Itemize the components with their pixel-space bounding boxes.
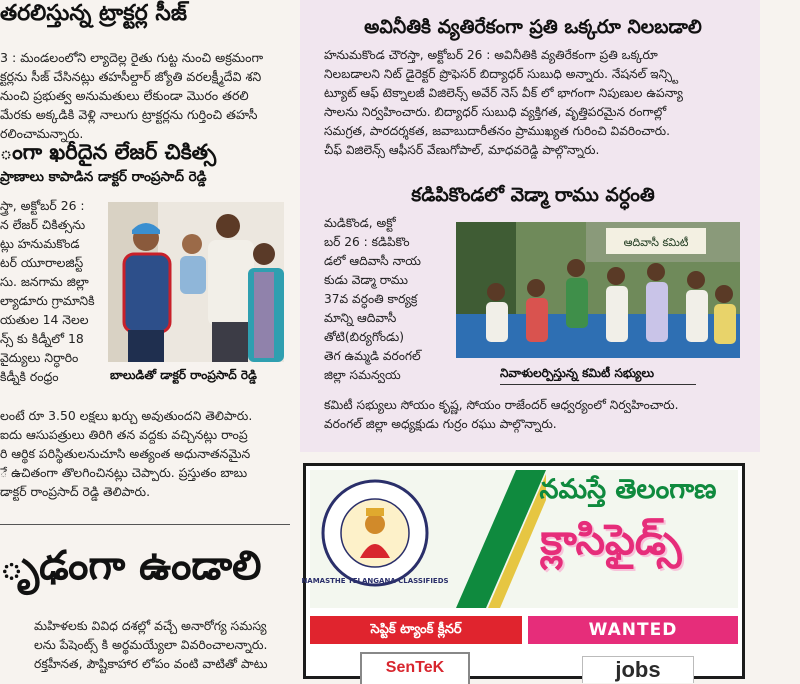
headline-laser-treatment: ంగా ఖరీదైన లేజర్ చికిత్స	[0, 140, 217, 164]
story-tractor	[0, 48, 292, 143]
text-line: సమగ్రత, పారదర్శకత, జవాబుదారీతనం ప్రాముఖ్యత గురించి వివరించారు.	[324, 124, 671, 138]
text-line: ల్యాడూరు గ్రామానికి	[0, 293, 95, 308]
doctor-photo	[108, 202, 284, 362]
ad-category-septic: సెప్టిక్ ట్యాంక్ క్లీనర్	[310, 616, 522, 644]
ad-seal	[301, 478, 449, 588]
text-line: హనుమకొండ చౌరస్తా, అక్టోబర్ 26 : అవినీతికి వ్యతిరేకంగా ప్రతి ఒక్కరూ	[324, 48, 658, 62]
text-line: న లేజర్ చికిత్సను	[0, 217, 86, 232]
text-line: సాలను నిర్వహించారు. బిద్యాధర్ సుబుధి వ్యక్తిగత, వృత్తిపరమైన రంగాల్లో	[324, 105, 667, 119]
text-line: బర్ 26 : కడిపికొం	[324, 235, 410, 249]
text-line: రి ఆర్థిక పరిస్థితులనుచూసి అత్యంత అధునాతనమైన	[0, 446, 251, 461]
text-line: యతుల 14 నెలల	[0, 312, 89, 327]
seal-emblem-icon	[301, 478, 449, 588]
story-laser	[0, 196, 102, 386]
classifieds-ad	[301, 463, 745, 682]
ad-title: క్లాసిఫైడ్స్	[540, 515, 682, 564]
story-women-health	[34, 616, 292, 673]
text-line: ట్యూట్ ఆఫ్ టెక్నాలజీ విజిలెన్స్ అవేర్ నెస్ వీక్ లో భాగంగా నిపుణుల ఉపన్యా	[324, 86, 683, 100]
jobs-logo	[582, 656, 694, 683]
doctor-photo-caption: బాలుడితో డాక్టర్ రాంప్రసాద్ రెడ్డి	[110, 368, 257, 382]
text-line: సు. జనగామ జిల్లా	[0, 274, 89, 289]
text-line: ఐదు ఆసుపత్రులు తిరిగి తన వద్దకు వచ్చినట్లు రాంప్ర	[0, 427, 248, 442]
text-line: క్టర్లను సీజ్ చేసినట్లు తహసీల్దార్ జ్యోతి వరలక్ష్మీదేవి శని	[0, 69, 262, 84]
divider	[0, 524, 290, 525]
text-line: వరంగల్ జిల్లా అధ్యక్షుడు గుర్రం రఘు పాల్గొన్నారు.	[324, 417, 557, 431]
text-line: రక్తహీనత, పౌష్టికాహార లోపం వంటి వాటితో పాటు	[34, 656, 268, 671]
group-photo-image	[456, 222, 740, 358]
story-laser-continued	[0, 406, 290, 501]
text-line: మేరకు అక్కడికి వెళ్లి నాలుగు ట్రాక్టర్లను గుర్తించి తహసీ	[0, 107, 258, 122]
headline-women-health: ృఢంగా ఉండాలి	[0, 543, 262, 589]
text-line: మడికొండ, అక్టో	[324, 216, 396, 230]
doctor-photo-image	[108, 202, 284, 362]
text-line: టర్ యూరాలజిస్ట్	[0, 255, 84, 270]
text-line: కుడు వెడ్మా రాము	[324, 273, 408, 287]
text-line: తెగ ఉమ్మడి వరంగల్	[324, 349, 421, 363]
text-line: కిడ్నీకి రంధ్రం	[0, 369, 59, 384]
jobs-logo-text: jobs	[615, 657, 661, 682]
text-line: లంటే రూ 3.50 లక్షలు ఖర్చు అవుతుందని తెలిపారు.	[0, 408, 253, 423]
group-photo-caption: నివాళులర్పిస్తున్న కమిటీ సభ్యులు	[500, 366, 655, 380]
headline-vedma-ramu: కడిపికొండలో వెడ్మా రాము వర్ధంతి	[411, 184, 655, 206]
story-vedma-ramu-continued	[324, 396, 750, 434]
group-photo	[456, 222, 740, 358]
text-line: లను పేషెంట్స్ కి అర్థమయ్యేలా వివరించాలన్నారు.	[34, 637, 268, 652]
sentek-logo	[360, 652, 470, 684]
story-anti-corruption	[324, 46, 750, 160]
banner-text: ఆదివాసీ కమిటీ	[623, 236, 689, 249]
text-line: నుంచి ప్రభుత్వ అనుమతులు లేకుండా మొరం తరలి	[0, 88, 249, 103]
text-line: వైద్యులు నిర్ధారిం	[0, 350, 79, 365]
text-line: మహిళలకు వివిధ దశల్లో వచ్చే అనారోగ్య సమస్య	[34, 618, 267, 633]
sentek-logo-text: SenTeK	[385, 659, 445, 676]
headline-tractor-seize: తరలిస్తున్న ట్రాక్టర్ల సీజ్	[0, 1, 187, 26]
text-line: న్స్ కు కిడ్నీలో 18	[0, 331, 84, 346]
text-line: నిలబడాలని నిట్ డైరెక్టర్ ప్రొఫెసర్ బిద్యాధర్ సుబుధి అన్నారు. నేషనల్ ఇన్స్టి	[324, 67, 679, 81]
text-line: మాన్ని ఆదివాసీ	[324, 311, 397, 325]
text-line: కమిటీ సభ్యులు సోయం కృష్ణ, సోయం రాజేందర్ ఆధ్వర్యంలో నిర్వహించారు.	[324, 398, 679, 412]
caption-underline	[500, 384, 696, 385]
text-line: తోటి(బిర్యగోండు)	[324, 330, 405, 344]
text-line: డలో ఆదివాసీ నాయ	[324, 254, 421, 268]
story-vedma-ramu	[324, 214, 450, 385]
text-line: 37వ వర్ధంతి కార్యక్ర	[324, 292, 418, 306]
text-line: 3 : మండలంలోని ల్యాదెల్ల రైతు గుట్ట నుంచి అక్రమంగా	[0, 50, 264, 65]
text-line: డాక్టర్ రాంప్రసాద్ రెడ్డి తెలిపారు.	[0, 484, 151, 499]
ad-category-wanted: WANTED	[528, 616, 738, 644]
subhead-laser-treatment: ప్రాణాలు కాపాడిన డాక్టర్ రాంప్రసాద్ రెడ్డి	[0, 169, 207, 185]
text-line: ే ఉచితంగా తొలగించినట్లు చెప్పారు. ప్రస్తుతం బాబు	[0, 465, 248, 480]
text-line: జిల్లా సమన్వయ	[324, 368, 401, 382]
ad-brand: నమస్తే తెలంగాణ	[539, 474, 717, 505]
text-line: ట్లు హనుమకొండ	[0, 236, 80, 251]
seal-text: NAMASTHE TELANGANA CLASSIFIEDS	[301, 577, 449, 585]
text-line: రలించామన్నారు.	[0, 126, 84, 141]
headline-anti-corruption: అవినీతికి వ్యతిరేకంగా ప్రతి ఒక్కరూ నిలబడాలి	[364, 16, 702, 38]
text-line: స్త్రా, అక్టోబర్ 26 :	[0, 198, 85, 213]
text-line: చీఫ్ విజిలెన్స్ ఆఫీసర్ వేణుగోపాల్, మాధవరెడ్డి పాల్గొన్నారు.	[324, 143, 600, 157]
